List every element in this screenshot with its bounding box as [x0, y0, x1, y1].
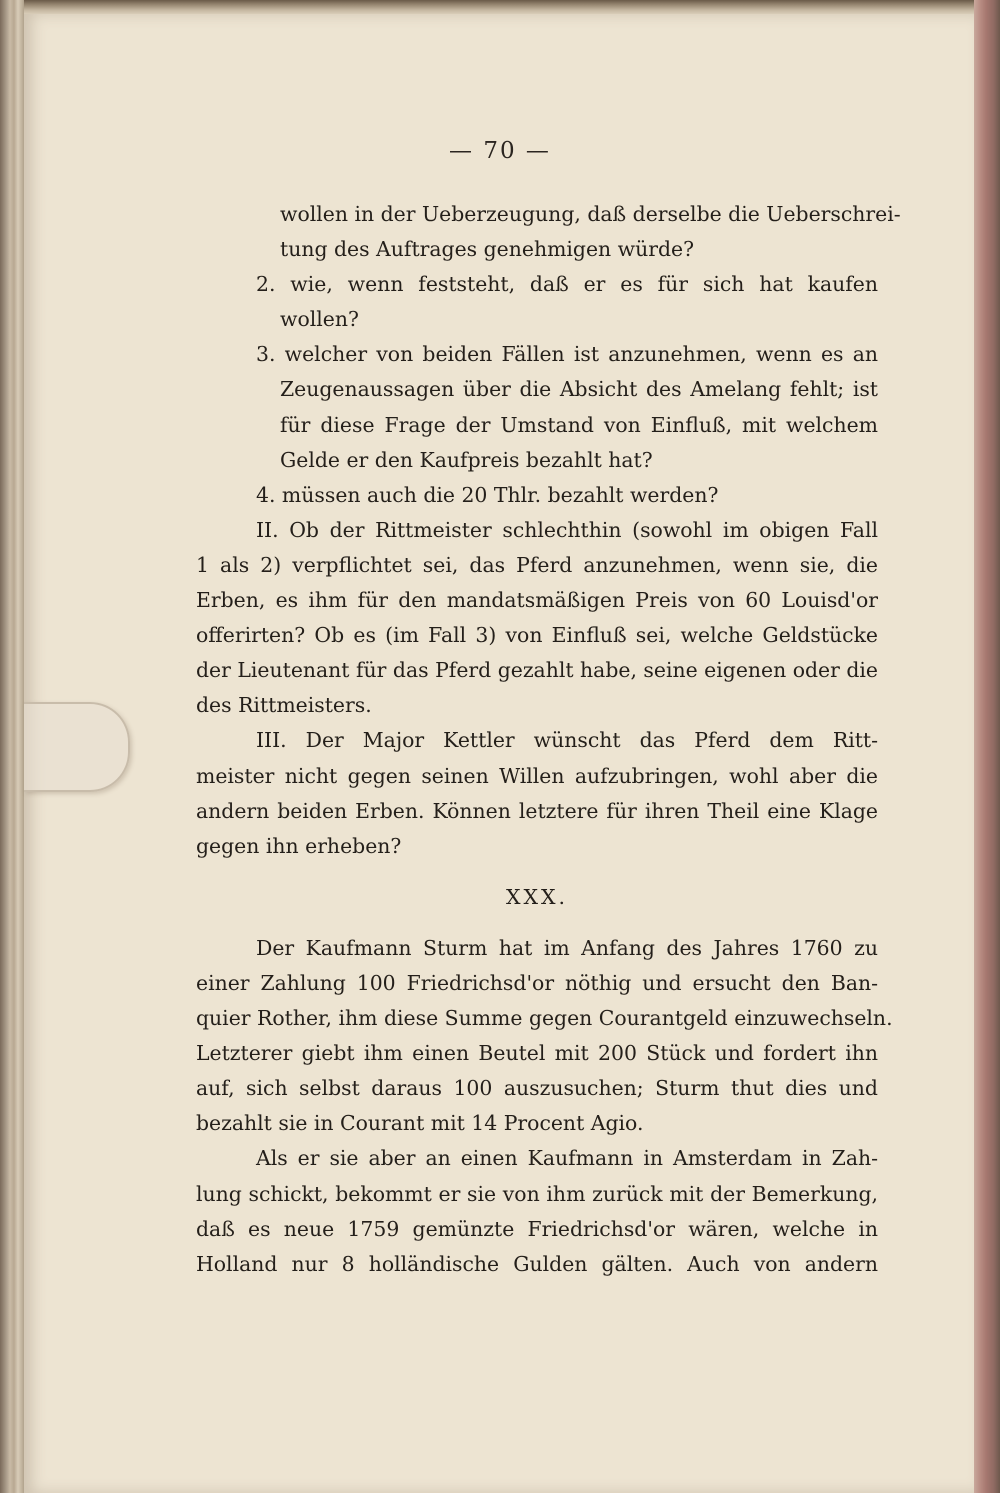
text-line: auf, sich selbst daraus 100 auszusuchen; Sturm thut dies und: [196, 1076, 878, 1101]
text-line: offerirten? Ob es (im Fall 3) von Einfluß sei, welche Geldstücke: [196, 623, 878, 648]
text-line: III. Der Major Kettler wünscht das Pferd dem Ritt-: [256, 728, 878, 753]
text-line: für diese Frage der Umstand von Einfluß, mit welchem: [280, 412, 878, 437]
text-line: andern beiden Erben. Können letztere für ihren Theil eine Klage: [196, 798, 878, 823]
text-line: 2. wie, wenn feststeht, daß er es für sich hat kaufen: [256, 272, 878, 297]
text-line: Gelde er den Kaufpreis bezahlt hat?: [280, 447, 653, 472]
text-line: tung des Auftrages genehmigen würde?: [280, 237, 695, 262]
text-line: Holland nur 8 holländische Gulden gälten. Auch von andern: [196, 1251, 878, 1276]
text-line: 3. welcher von beiden Fällen ist anzunehmen, wenn es an: [256, 342, 878, 367]
text-line: einer Zahlung 100 Friedrichsd'or nöthig und ersucht den Ban-: [196, 970, 878, 995]
text-line: gegen ihn erheben?: [196, 833, 402, 858]
text-line: daß es neue 1759 gemünzte Friedrichsd'or wären, welche in: [196, 1216, 878, 1241]
page-body-text: [196, 197, 901, 1282]
text-line: Letzterer giebt ihm einen Beutel mit 200 Stück und fordert ihn: [196, 1041, 878, 1066]
text-line: des Rittmeisters.: [196, 693, 372, 718]
book-page-stack-edge: [974, 0, 1000, 1493]
text-line: Erben, es ihm für den mandatsmäßigen Preis von 60 Louisd'or: [196, 588, 878, 613]
text-line: wollen?: [280, 307, 359, 332]
section-heading: XXX.: [505, 884, 569, 909]
text-line: der Lieutenant für das Pferd gezahlt habe, seine eigenen oder die: [196, 658, 878, 683]
book-binding: [0, 0, 24, 1493]
text-line: 1 als 2) verpflichtet sei, das Pferd anzunehmen, wenn sie, die: [196, 552, 878, 577]
text-line: lung schickt, bekommt er sie von ihm zurück mit der Bemerkung,: [196, 1181, 878, 1206]
text-line: Der Kaufmann Sturm hat im Anfang des Jahres 1760 zu: [256, 935, 878, 960]
book-top-edge: [0, 0, 1000, 14]
text-line: 4. müssen auch die 20 Thlr. bezahlt werden?: [256, 482, 719, 507]
text-line: wollen in der Ueberzeugung, daß derselbe die Ueberschrei-: [280, 202, 901, 226]
text-line: II. Ob der Rittmeister schlechthin (sowohl im obigen Fall: [256, 517, 878, 542]
text-line: Als er sie aber an einen Kaufmann in Amsterdam in Zah-: [256, 1146, 878, 1171]
text-line: quier Rother, ihm diese Summe gegen Courantgeld einzuwechseln.: [196, 1006, 893, 1031]
page-number: — 70 —: [449, 138, 551, 164]
text-line: Zeugenaussagen über die Absicht des Amelang fehlt; ist: [280, 377, 878, 402]
text-line: meister nicht gegen seinen Willen aufzubringen, wohl aber die: [196, 763, 878, 788]
text-line: bezahlt sie in Courant mit 14 Procent Agio.: [196, 1111, 644, 1136]
page-tab-marker: [24, 702, 130, 792]
